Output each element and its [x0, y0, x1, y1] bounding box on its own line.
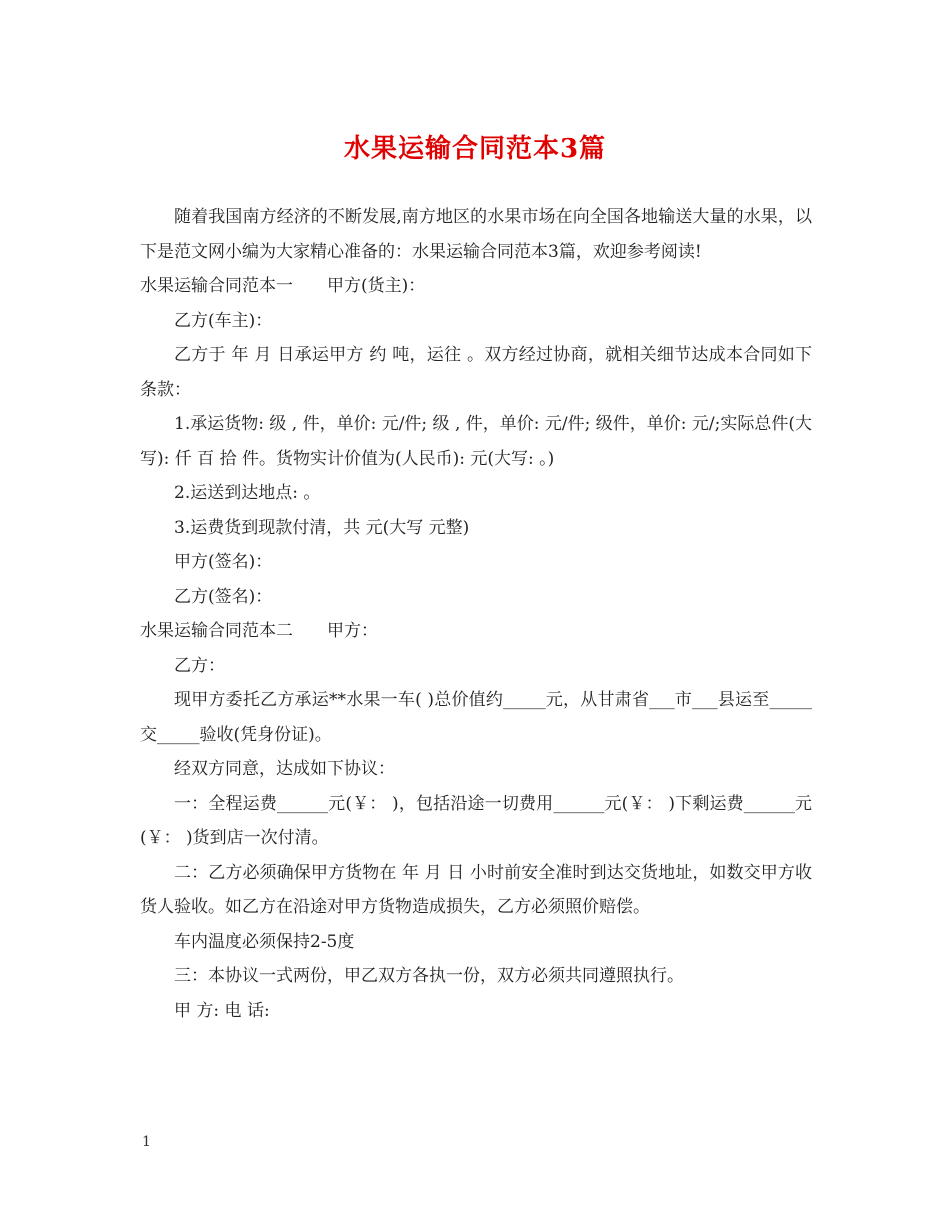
- contract2-agreement: 经双方同意，达成如下协议：: [174, 759, 395, 779]
- document-body: [140, 200, 812, 1028]
- contract1-party-b: 乙方(车主)：: [174, 310, 273, 331]
- contract2-heading: 水果运输合同范本二: [140, 621, 293, 641]
- contract2-heading-line: [140, 614, 812, 649]
- contract2-clause2: 二：乙方必须确保甲方货物在 年 月 日 小时前安全准时到达交货地址，如数交甲方收货人验收。如乙方在沿途对甲方货物造成损失，乙方必须照价赔偿。: [140, 862, 812, 917]
- contract1-item3: 3.运费货到现款付清，共 元(大写 元整): [174, 517, 470, 538]
- contract1-sign-b: 乙方(签名)：: [174, 586, 273, 607]
- contract2-party-a: 甲方：: [327, 621, 378, 641]
- contract1-party-a: 甲方(货主)：: [327, 276, 426, 296]
- contract2-clause1: 一：全程运费______元(￥： )，包括沿途一切费用______元(￥： )下剩运费______元(￥： )货到店一次付清。: [140, 793, 812, 848]
- intro-paragraph: 随着我国南方经济的不断发展,南方地区的水果市场在向全国各地输送大量的水果，以下是范文网小编为大家精心准备的：水果运输合同范本3篇，欢迎参考阅读!: [140, 207, 812, 262]
- page-number: 1: [142, 1134, 151, 1150]
- contract2-commission: 现甲方委托乙方承运**水果一车( )总价值约_____元，从甘肃省___市___县运至_____交_____验收(凭身份证)。: [140, 690, 812, 745]
- contract1-heading-line: [140, 269, 812, 304]
- contract1-item1: 1.承运货物: 级 , 件，单价: 元/件; 级 , 件，单价: 元/件; 级件，单价: 元/;实际总件(大写): 仟 百 拾 件。货物实计价值为(人民币): 元(大写: 。): [140, 414, 812, 469]
- contract1-item2: 2.运送到达地点: 。: [174, 483, 321, 503]
- contract2-clause3: 三：本协议一式两份，甲乙双方各执一份，双方必须共同遵照执行。: [174, 966, 684, 986]
- contract2-temperature: 车内温度必须保持2-5度: [174, 931, 355, 952]
- document-title: 水果运输合同范本3篇: [343, 134, 607, 164]
- contract1-terms: 乙方于 年 月 日承运甲方 约 吨，运往 。双方经过协商，就相关细节达成本合同如下条款：: [140, 345, 812, 400]
- contract1-heading: 水果运输合同范本一: [140, 276, 293, 296]
- contract2-party-b: 乙方：: [174, 655, 225, 676]
- contract2-signature-line: 甲 方: 电 话:: [174, 1000, 270, 1021]
- contract1-sign-a: 甲方(签名)：: [174, 552, 273, 572]
